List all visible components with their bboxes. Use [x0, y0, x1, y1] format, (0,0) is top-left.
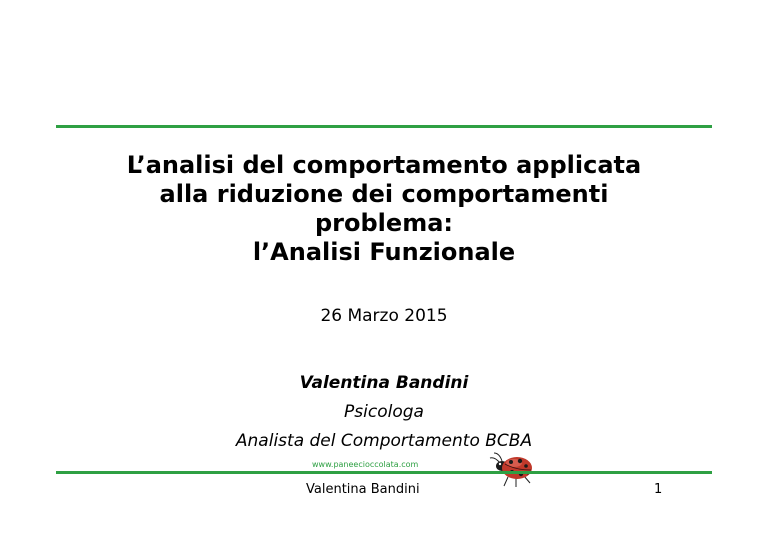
title-line-2: alla riduzione dei comportamenti [159, 180, 609, 208]
title-line-3: problema: [315, 209, 453, 237]
top-divider [56, 125, 712, 128]
ladybug-icon [488, 449, 536, 489]
page-number: 1 [654, 482, 663, 497]
title-line-1: L’analisi del comportamento applicata [126, 151, 642, 179]
bottom-divider [56, 471, 712, 474]
title-line-4: l’Analisi Funzionale [252, 238, 516, 266]
author-qualification: Analista del Comportamento BCBA [235, 431, 533, 451]
slide-title [60, 151, 708, 267]
author-name: Valentina Bandini [299, 373, 469, 393]
author-role: Psicologa [344, 402, 424, 422]
website-link[interactable]: www.paneecioccolata.com [312, 460, 419, 469]
footer-author: Valentina Bandini [306, 482, 420, 497]
presentation-date: 26 Marzo 2015 [320, 306, 448, 326]
